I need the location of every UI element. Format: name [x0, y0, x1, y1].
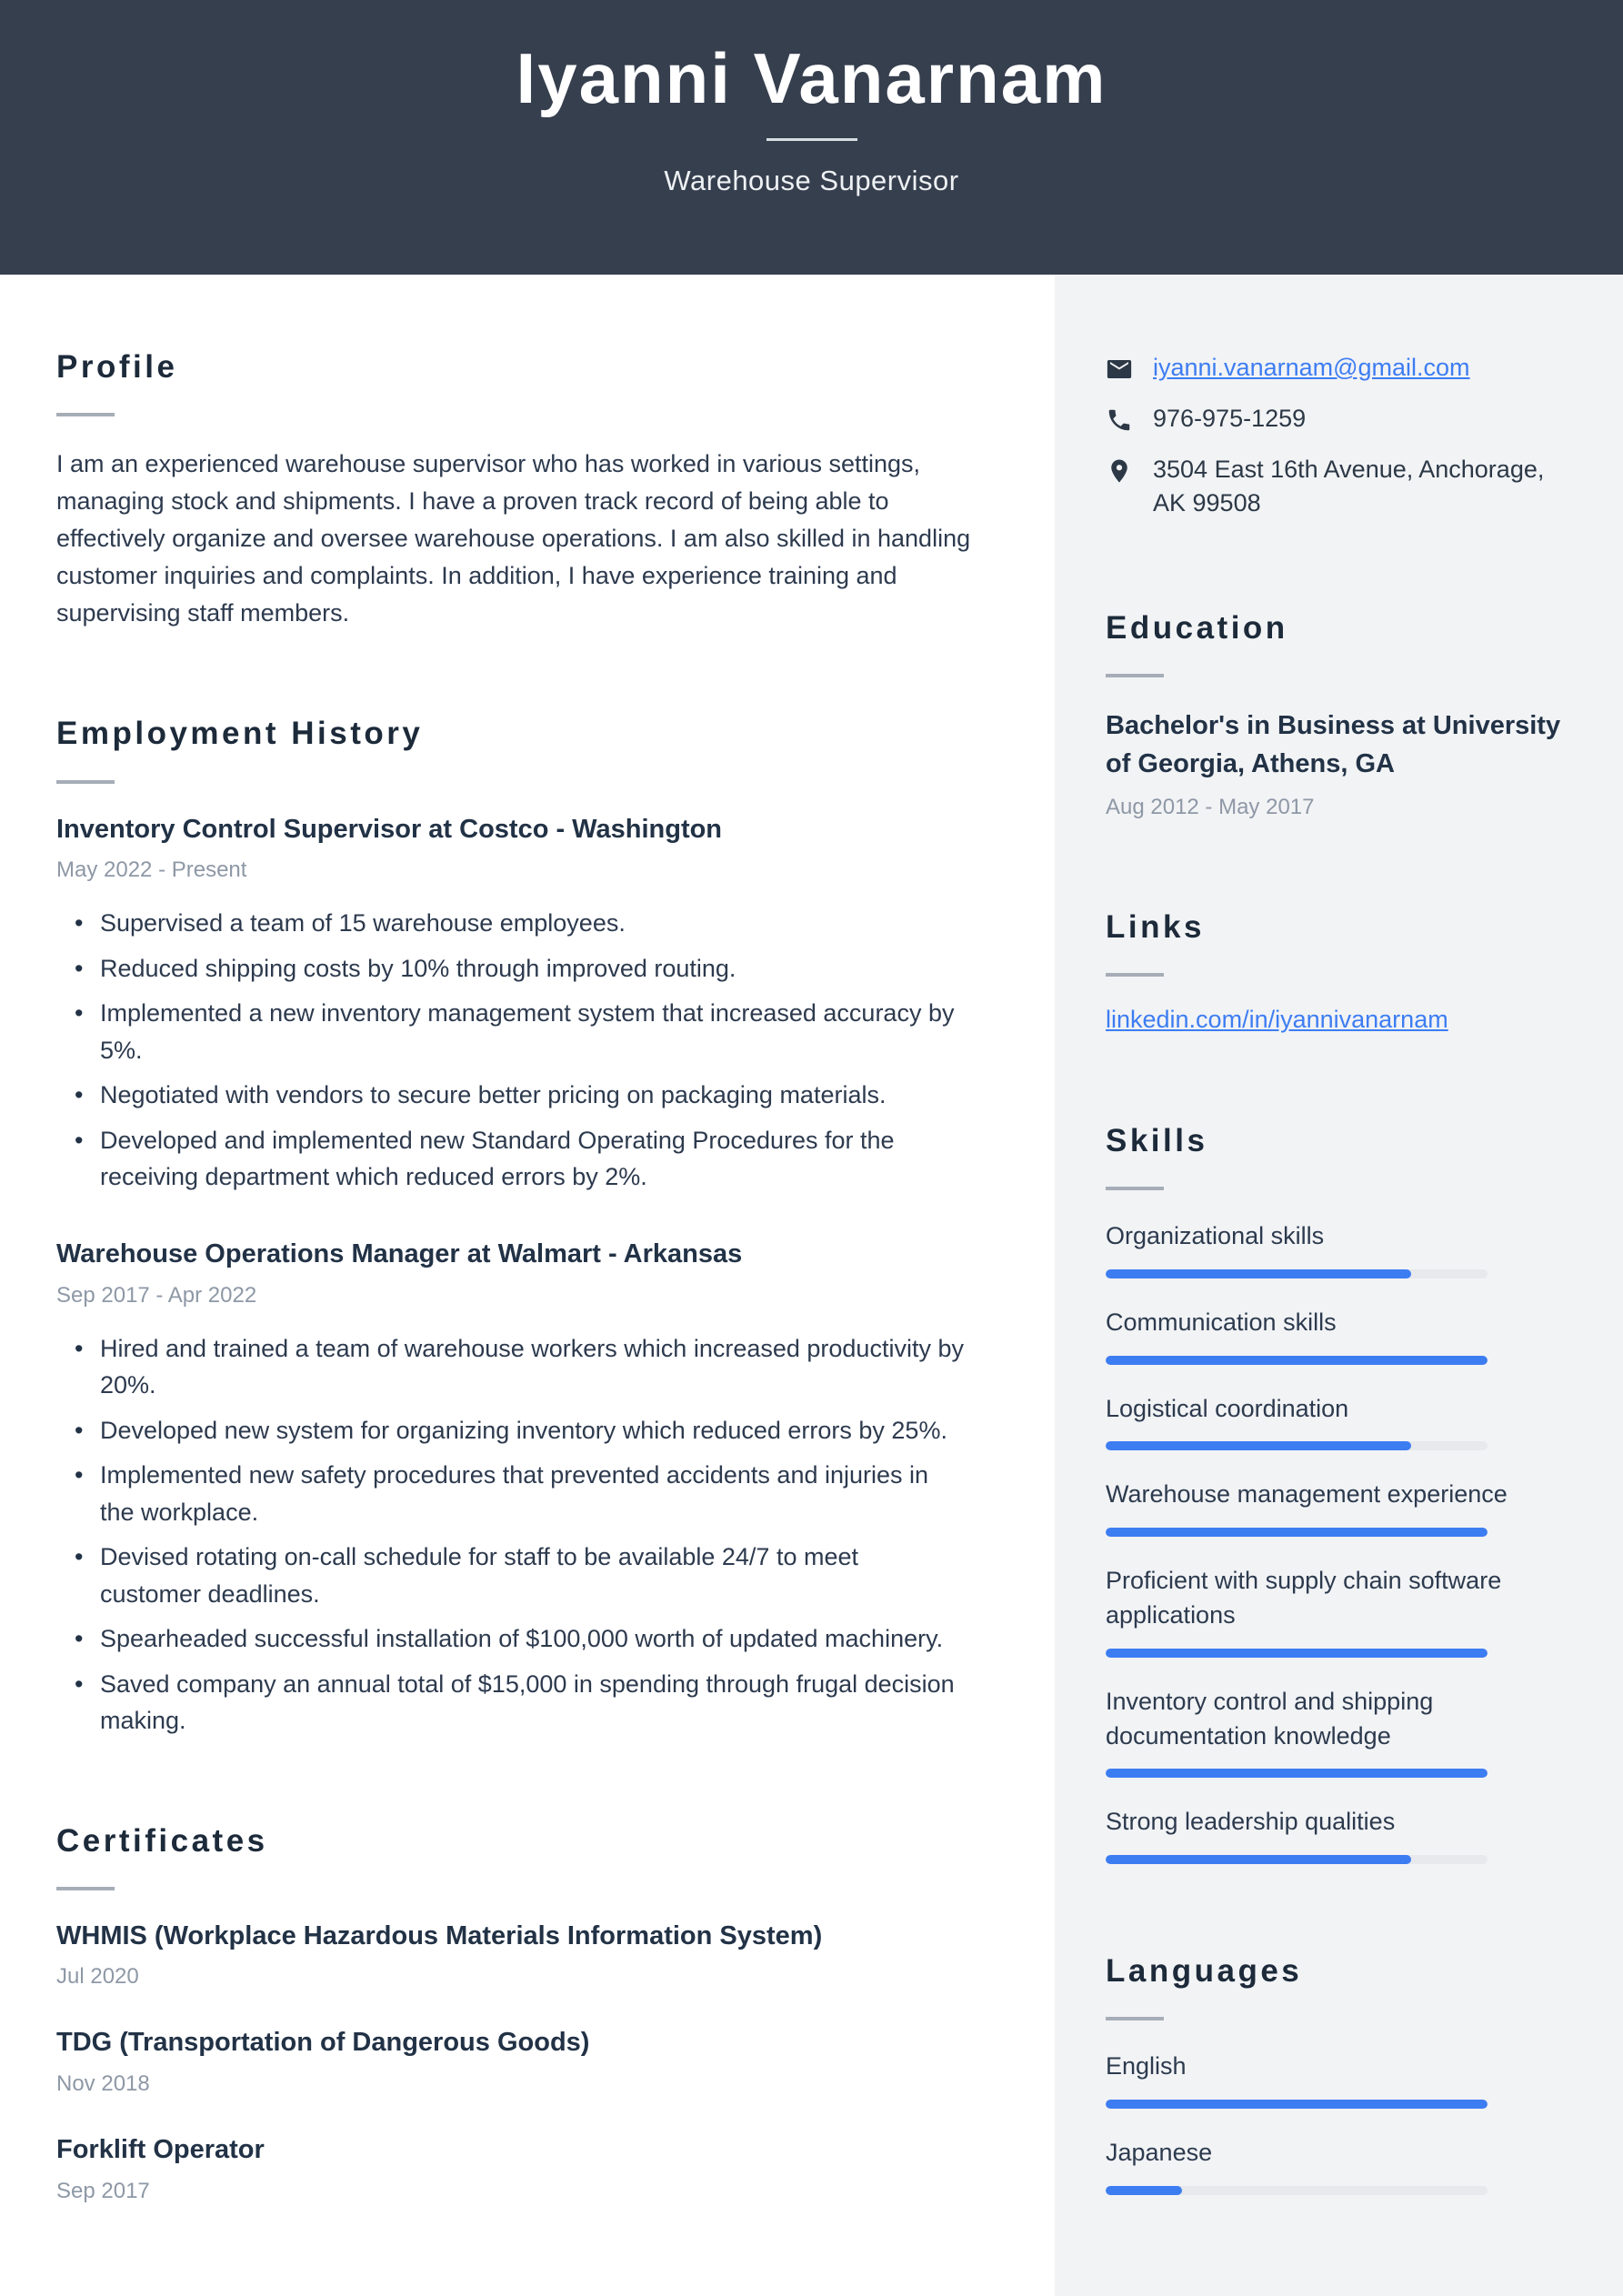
languages-section	[1106, 1953, 1565, 2195]
job-dates: May 2022 - Present	[56, 857, 247, 883]
contact-address-row	[1106, 453, 1565, 522]
languages-heading: Languages	[1106, 1953, 1303, 1990]
skill-entry	[1106, 1564, 1565, 1658]
employment-section	[56, 716, 998, 1739]
section-divider	[56, 780, 115, 784]
skill-name: Logistical coordination	[1106, 1394, 1349, 1422]
job-list	[56, 813, 998, 1740]
skill-bar-fill	[1106, 1649, 1488, 1658]
education-section	[1106, 610, 1565, 819]
job-entry	[56, 813, 998, 1196]
email-link[interactable]: iyanni.vanarnam@gmail.com	[1153, 354, 1470, 381]
section-divider	[1106, 973, 1164, 977]
certificate-title: Forklift Operator	[56, 2135, 265, 2165]
phone-number: 976-975-1259	[1153, 404, 1307, 432]
job-entry	[56, 1238, 998, 1740]
skill-entry	[1106, 1685, 1565, 1779]
skill-bar-fill	[1106, 1441, 1411, 1450]
links-heading: Links	[1106, 908, 1205, 945]
skill-bar-fill	[1106, 1855, 1411, 1864]
contact-block	[1106, 351, 1565, 521]
certificates-section	[56, 1823, 998, 2204]
phone-icon	[1106, 406, 1133, 434]
bullet-item: • Implemented a new inventory management system that increased accuracy by 5%.	[56, 995, 966, 1068]
location-pin-icon	[1106, 457, 1133, 485]
skill-entry	[1106, 1219, 1565, 1278]
language-bar-track	[1106, 2186, 1488, 2195]
language-list	[1106, 2050, 1565, 2195]
section-divider	[56, 1887, 115, 1890]
certificate-date: Nov 2018	[56, 2071, 150, 2097]
name-underline	[766, 138, 857, 141]
contact-phone-row	[1106, 402, 1565, 436]
certificate-title: WHMIS (Workplace Hazardous Materials Information System)	[56, 1920, 823, 1950]
certificate-title: TDG (Transportation of Dangerous Goods)	[56, 2028, 590, 2058]
certificate-date: Sep 2017	[56, 2178, 150, 2203]
skill-bar-fill	[1106, 1528, 1488, 1537]
person-name: Iyanni Vanarnam	[516, 38, 1107, 118]
envelope-icon	[1106, 356, 1133, 383]
skill-bar-fill	[1106, 1269, 1411, 1278]
skill-bar-fill	[1106, 1769, 1488, 1778]
skill-name: Communication skills	[1106, 1308, 1337, 1336]
header	[0, 0, 1623, 275]
skills-section	[1106, 1123, 1565, 1864]
content-columns	[0, 275, 1623, 2296]
link-entry	[1106, 1006, 1565, 1034]
skill-entry	[1106, 1805, 1565, 1864]
skill-bar-track	[1106, 1269, 1488, 1278]
job-dates: Sep 2017 - Apr 2022	[56, 1282, 257, 1308]
job-bullet-list	[56, 1330, 966, 1740]
contact-email-row	[1106, 351, 1565, 386]
language-name: English	[1106, 2052, 1187, 2080]
linkedin-link[interactable]: linkedin.com/in/iyannivanarnam	[1106, 1005, 1448, 1033]
education-degree: Bachelor's in Business at University of Georgia, Athens, GA	[1106, 711, 1561, 779]
sidebar	[1055, 275, 1623, 2296]
skill-name: Strong leadership qualities	[1106, 1808, 1396, 1836]
job-title: Warehouse Operations Manager at Walmart - Arkansas	[56, 1238, 743, 1268]
profile-section	[56, 349, 998, 632]
language-bar-fill	[1106, 2100, 1488, 2109]
skill-name: Organizational skills	[1106, 1222, 1325, 1250]
skill-list	[1106, 1219, 1565, 1864]
bullet-item: • Developed new system for organizing inventory which reduced errors by 25%.	[56, 1412, 966, 1449]
skill-bar-track	[1106, 1441, 1488, 1450]
language-name: Japanese	[1106, 2139, 1213, 2167]
bullet-item: • Implemented new safety procedures that prevented accidents and injuries in the workplace.	[56, 1457, 966, 1530]
skill-entry	[1106, 1478, 1565, 1537]
profile-text: I am an experienced warehouse supervisor who has worked in various settings, managing stock and shipments. I have a proven track record of being able to effectively organize and oversee warehouse operations. I am also skilled in handling customer inquiries and complaints. In addition, I have experience training and supervising staff members.	[56, 450, 971, 627]
certificates-heading: Certificates	[56, 1822, 268, 1859]
education-heading: Education	[1106, 610, 1288, 647]
skills-heading: Skills	[1106, 1122, 1208, 1158]
job-bullet-list	[56, 905, 966, 1196]
certificate-entry	[56, 2026, 998, 2097]
job-title: Inventory Control Supervisor at Costco - Washington	[56, 814, 723, 844]
skill-bar-track	[1106, 1528, 1488, 1537]
bullet-item: • Reduced shipping costs by 10% through improved routing.	[56, 950, 966, 988]
language-bar-track	[1106, 2100, 1488, 2109]
bullet-item: • Devised rotating on-call schedule for staff to be available 24/7 to meet customer deadlines.	[56, 1539, 966, 1612]
links-section	[1106, 909, 1565, 1034]
certificate-list	[56, 1920, 998, 2204]
section-divider	[1106, 1187, 1164, 1190]
skill-bar-track	[1106, 1356, 1488, 1365]
skill-entry	[1106, 1392, 1565, 1451]
skill-bar-track	[1106, 1855, 1488, 1864]
skill-name: Warehouse management experience	[1106, 1480, 1508, 1509]
education-dates: Aug 2012 - May 2017	[1106, 794, 1315, 819]
skill-bar-track	[1106, 1649, 1488, 1658]
bullet-item: • Saved company an annual total of $15,000 in spending through frugal decision making.	[56, 1666, 966, 1740]
section-divider	[1106, 2017, 1164, 2020]
main-column	[0, 275, 1055, 2296]
address-text: 3504 East 16th Avenue, Anchorage, AK 99508	[1153, 455, 1545, 517]
certificate-entry	[56, 2133, 998, 2204]
bullet-item: • Negotiated with vendors to secure better pricing on packaging materials.	[56, 1077, 966, 1114]
bullet-item: • Spearheaded successful installation of $100,000 worth of updated machinery.	[56, 1620, 966, 1658]
bullet-item: • Supervised a team of 15 warehouse employees.	[56, 905, 966, 942]
section-divider	[56, 413, 115, 416]
section-divider	[1106, 674, 1164, 677]
certificate-entry	[56, 1920, 998, 1990]
bullet-item: • Developed and implemented new Standard Operating Procedures for the receiving department which reduced errors by 2%.	[56, 1122, 966, 1196]
skill-bar-track	[1106, 1769, 1488, 1778]
language-entry	[1106, 2050, 1565, 2109]
skill-name: Proficient with supply chain software applications	[1106, 1567, 1502, 1629]
skill-entry	[1106, 1306, 1565, 1365]
employment-heading: Employment History	[56, 716, 424, 752]
certificate-date: Jul 2020	[56, 1964, 139, 1990]
skill-bar-fill	[1106, 1356, 1488, 1365]
profile-heading: Profile	[56, 349, 178, 385]
link-list	[1106, 1006, 1565, 1034]
skill-name: Inventory control and shipping documentation knowledge	[1106, 1687, 1434, 1750]
language-entry	[1106, 2136, 1565, 2195]
person-job-title: Warehouse Supervisor	[664, 164, 959, 196]
bullet-item: • Hired and trained a team of warehouse workers which increased productivity by 20%.	[56, 1330, 966, 1404]
language-bar-fill	[1106, 2186, 1182, 2195]
